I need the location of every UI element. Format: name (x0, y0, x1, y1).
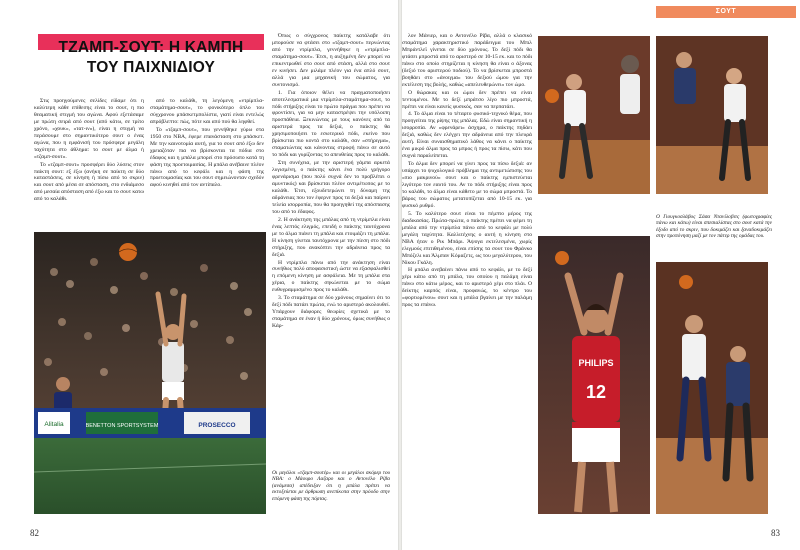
practice-photo-top-1 (538, 36, 650, 194)
paragraph: 3. Το σταμάτημα σε δύο χρόνους σημαίνει ότι το δεξί πόδι πατάει πρώτα, ενώ το αριστερό ακολουθεί. Υπάρχουν διάφορες θεωρίες σχετικά με το σταμάτημα σε έναν ή δύο χρόνους, όμως συνήθως ο Κάρ- (272, 295, 390, 330)
paragraph: Το «τζαμπ-σουτ», που γεννήθηκε γύρω στα 1950 στο ΝΒΑ, έφερε επανάσταση στο μπάσκετ. Με την καινοτομία αυτή, για το σουτ από έξω δεν χρειαζόταν πια να βρίσκονται τα πόδια στο έδαφος και η μπάλα μπορεί στο πρόσωπο κατά τη φάση της προετοιμασίας. Η μπάλα ανέβαινε πλέον πάνω από το κεφάλι και η φάση της προετοιμασίας και του σουτ σημειώνονταν σχεδόν αφού κινηθεί από τον αντίπαλο. (150, 126, 264, 189)
banner-alitalia: Alitalia (44, 421, 64, 428)
paragraph: 4. Το άλμα είναι το τέταρτο φυσικό-τεχνικό θέμα, που προηγείται της ρίψης της μπάλας. Εδώ είναι σημαντική η ισορροπία. Αν «φρενάρει» άσχημα, ο παίκτης πηδάει δεξιά, καθώς δεν ελέγχει την αδράνεια από την πλευρά αυτή. Είναι συναισθηματικό λάθος να κάνει ο παίκτης ένα μικρό άλμα προς τα μπρος ή προς τα πίσω, κάτι που συχνά παραλείπεται. (402, 111, 532, 160)
practice-photo-top-2 (656, 36, 768, 194)
philips-player-photo (538, 236, 650, 514)
jersey-brand: PHILIPS (578, 358, 614, 368)
text-column-left-2 (150, 98, 264, 228)
right-page-number: 83 (771, 528, 780, 538)
paragraph: Στη συνέχεια, με την αριστερή γάμπα αρκετά λυγισμένη, ο παίκτης κάνει ένα πολύ γρήγορο φρενάρισμα (που πολύ συχνά δεν το προβλέπει ο αμυντικός) και βρίσκεται πλέον αντιμέτωπος με το καλάθι. Έτσι, εξουδετερώνει τη δύναμη της αδράνειας που τον έφερνε προς τα δεξιά και παίρνει τελεία ισορροπία, που θα προηγηθεί της απόσπασης του από το έδαφος. (272, 160, 390, 215)
left-page-number: 82 (30, 528, 39, 538)
paragraph: Η μπάλα ανεβαίνει πάνω από το κεφάλι, με το δεξί χέρι κάτω από τη μπάλα, του οποίου η παλάμη είναι πάνω στο κάτω μέρος, και το αριστερό χέρι στο πλάι. Ο δείκτης καρπός είναι, προφανώς, το κέντρο του «φορτωμένου» σουτ και η μπάλα βγαίνει με την παλάμη προς τα επάνω. (402, 267, 532, 309)
banner-benetton: BENETTON SPORTSYSTEM (85, 423, 159, 429)
paragraph: Το «τζαμπ-σουτ» προσφέρει δύο λύσεις στον παίκτη σουτ: εξ έξω (ανήκη σε παίκτη σε δύο καταστάσεις, σε κίνηση ή πίσω από το σκριν) και σουτ από μέσα σε απόσταση, στο ενδιάμεσο από μεσαία απόσταση από έξω και το σουτ κατω από το καλάθι. (34, 161, 144, 203)
text-column-right (402, 33, 532, 513)
photo-caption-right: Ο Γιουγκοσλάβος Σάσα Ντανίλοβιτς (φωτογραφίες πάνω και κάτω) είναι σπεσιαλίστας στο σουτ κατά την έξοδο από το σκριν, που δοκιμάζει και ξαναδοκιμάζει στην προπόνηση μαζί με τον πάτερ της ομάδας του. (656, 214, 772, 240)
text-column-middle (272, 33, 390, 515)
article-title-box (38, 34, 264, 84)
paragraph: 1. Για όποιον θέλει να πραγματοποιήσει αποτελεσματικά μια ντρίμπλα-σταμάτημα-σουτ, το πόδι στήριξης είναι το πρώτο πράγμα που πρέπει να φροντίσει, για να μην καταστρέψει την υπόλοιπη προσπάθεια. Ξεκινώντας με τους κανόνες από τα αριστερά προς τα δεξιά, ο παίκτης θα χρησιμοποιήσει το εσωτερικό πόδι, εκείνο που βρίσκεται πιο κοντά στο καλάθι, σαν «στήριγμα», σταματώντας και κάνοντας στροφή πάνω σε αυτό το πόδι και γυρίζοντας το απευθείας προς το καλάθι. (272, 89, 390, 159)
arena-jump-shot-photo (34, 232, 266, 514)
paragraph: από το καλάθι, τη λεγόμενη «ντρίμπλα-σταμάτημα-σουτ», το φονικότερο όπλο του σύγχρονου μπάσκετμπολίστα, γιατί είναι εντελώς απρόβλεπτο: πώς, πότε και από πού θα ληφθεί. (150, 98, 264, 125)
article-title: ΤΖΑΜΠ-ΣΟΥΤ: Η ΚΑΜΠΗ ΤΟΥ ΠΑΙΧΝΙΔΙΟΥ (58, 39, 244, 76)
section-tab: ΣΟΥΤ (656, 6, 796, 18)
photo-caption-left: Οι μεγάλοι «τζαμπ-σουτέρ» και οι μεγάλοι σκόρερ του ΝΒΑ: ο Μάουρο Λαζαρο και ο Αντονέλο Ρίβα (ανάμεσα) απέδειξαν ότι η μπάλα πρέπει να εκτοξεύεται με άρθρωση ανεπίκοπα στην πρόοδο στην επόμενη φάση της πόρτας. (272, 470, 390, 502)
practice-photo-bottom (656, 262, 768, 514)
jersey-number: 12 (585, 382, 607, 402)
paragraph: Όπως ο σύγχρονος παίκτης κατάλαβε ότι μπορούσε να φτάσει στο «τζαμπ-σουτ» περνώντας από την ντρίμπλα, γεννήθηκε η «ντρίμπλα-σταμάτημα-σουτ». Έτσι, η αυξημένη δεν μπορεί να επικεντρωθεί στο σουτ από στάση, αλλά στο σουτ εν κινήσει. Δεν μιλάμε πλέον για ένα απλό σουτ, αλλά για μια μηχανική του σώματος, για συντονισμό. (272, 33, 390, 88)
paragraph: Ο θώρακας και οι ώμοι δεν πρέπει να είναι τεντωμένοι. Με το δεξί μπράτσο λίγο πιο μπροστά, πρέπει να είναι κανείς φυσικός, σαν να περπατάει. (402, 89, 532, 110)
banner-prosecco: PROSECCO (198, 422, 236, 429)
paragraph: 5. Το καλύτερο σουτ είναι το πέμπτο μέρος της διαδικασίας. Πρώτα-πρώτα, ο παίκτης πρέπει να φέρει τη μπάλα από την ντρίμπλα πάνω από το κεφάλι με πολύ μεγάλη ταχύτητα. Καλλιτέχνης ο αυτή η κίνηση στο ΝΒΑ ήταν ο Ρικ Μπάρι. Άψογα εκτελεσμένα, χωρίς ελιγμούς επιτιθεμένου, είναι επίσης τα σουτ του Φράνκο Μπόζελι και Άλμπαν Κόμαζετς, ως του μεγαλύτερου, του Νίκου Γκάλη. (402, 210, 532, 266)
text-column-left-1 (34, 98, 144, 228)
paragraph: Στις προηγούμενες σελίδες είδαμε ότι η καλύτερη κάθε επίθεσης είναι το σουτ, η πιο θεαματική στιγμή του αγώνα. Αφού εξετάσαμε με πρώτη σειρά από σουτ (από κάτω, σε τρίτο χρόνο, «χουκ», «τατ-ιν»), είναι η στιγμή να περάσουμε στο σημαντικότερο σουτ ο ένας αγώνα, που η εμφάνισή του πρόσφερε μεγάλη ταχύτητα στο άθλημα: το σουτ με άλμα ή «τζαμπ-σουτ». (34, 98, 144, 160)
right-page (402, 0, 800, 550)
paragraph: Η ντρίμπλα πάνω από την ανάκτηση είναι συνήθως πολύ αποφασιστική ώστε να εξασφαλισθεί η επόμενη κίνηση με ασφάλεια. Με τη μπάλα στα χέρια, ο παίκτης σηκώνεται με το σώμα ευθυγραμμισμένο προς το καλάθι. (272, 259, 390, 294)
paragraph: 2. Η ανάκτηση της μπάλας από τη ντρίμπλα είναι ένας λεπτός ελιγμός, επειδή ο παίκτης ταυτόχρονα με το άλμα πιάνει τη μπάλα και ετοιμάζει τη μπάλα. Η κίνηση γίνεται ταυτόχρονα με την πίεση στο πόδι στήριξης, που ανακόπτει την αδράνεια προς τα δεξιά. (272, 216, 390, 258)
paragraph: λον Μάνιερ, και ο Αντονέλο Ρίβα, αλλά ο κλασικό σταμάτημα χαρακτηριστικό παράδειγμα του Μπιλ Μπράντλεϊ γίνεται σε δύο χρόνους. Το δεξί πόδι θα φτάσει μπροστά από το αριστερό σε 10-15 εκ. και το πόδι πάνω στο οποίο στηρίζεται η κίνηση θα είναι ο άξονας (δεξιό του αριστερού ποδιού). Το να βρίσκεται μπροστά βοηθάει στο «άνοιγμα» του δεξιού ώμου για την εκτέλεση της βολής, καθώς «απελευθερώνει» τον ώμο. (402, 33, 532, 88)
paragraph: Το άλμα δεν μπορεί να γίνει προς τα πίσω δεξιά: αν υπάρχει το ψυχολογικό πρόβλημα της αντιμετώπισης του «πιο μακρινού» σουτ και ο παίκτης εμπιστεύεται λιγότερο τον εαυτό του. Αν το πόδι στήριξης είναι προς το καλάθι, το άλμα είναι κάθετο με το σώμα μπροστά. Το βάρος του σώματος μετατοπίζεται από 10-15 εκ. για φυσικό ρυθμό. (402, 161, 532, 209)
